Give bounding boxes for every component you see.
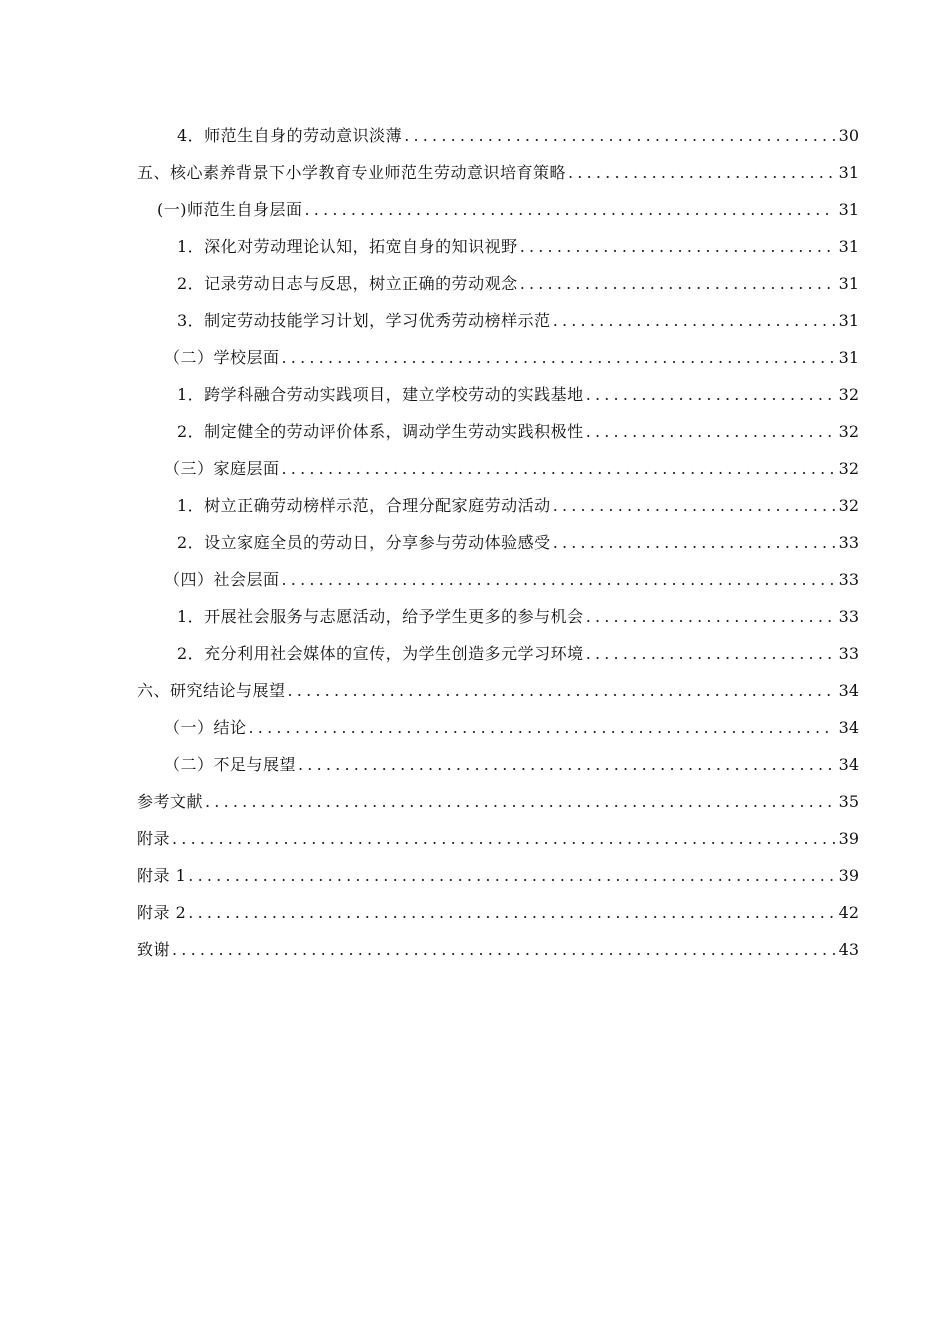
- toc-entry-page: 31: [838, 348, 859, 367]
- toc-dot-leader: [520, 265, 835, 302]
- toc-dot-leader: [553, 487, 835, 524]
- toc-entry[interactable]: [137, 894, 859, 931]
- toc-entry[interactable]: [137, 783, 859, 820]
- toc-entry-title: 1．跨学科融合劳动实践项目，建立学校劳动的实践基地: [177, 385, 584, 404]
- toc-dot-leader: [288, 672, 835, 709]
- toc-entry-page: 31: [838, 200, 859, 219]
- toc-entry-title: （二）学校层面: [164, 348, 280, 367]
- toc-entry-page: 39: [838, 866, 859, 885]
- toc-dot-leader: [404, 117, 835, 154]
- toc-entry-title: 六、研究结论与展望: [137, 681, 286, 700]
- toc-entry[interactable]: [137, 820, 859, 857]
- table-of-contents: [137, 117, 859, 968]
- toc-entry-page: 33: [838, 570, 859, 589]
- toc-entry[interactable]: [137, 265, 859, 302]
- toc-entry-page: 34: [838, 755, 859, 774]
- toc-entry-title: 1．树立正确劳动榜样示范，合理分配家庭劳动活动: [177, 496, 551, 515]
- toc-dot-leader: [586, 598, 835, 635]
- toc-dot-leader: [553, 524, 835, 561]
- toc-entry-title: (一)师范生自身层面: [157, 200, 303, 219]
- toc-dot-leader: [282, 450, 835, 487]
- toc-dot-leader: [282, 561, 835, 598]
- toc-entry[interactable]: [137, 413, 859, 450]
- toc-entry-page: 33: [838, 644, 859, 663]
- toc-entry-title: （二）不足与展望: [164, 755, 297, 774]
- toc-entry-title: 2．充分利用社会媒体的宣传，为学生创造多元学习环境: [177, 644, 584, 663]
- toc-entry-page: 33: [838, 533, 859, 552]
- toc-dot-leader: [305, 191, 836, 228]
- toc-dot-leader: [188, 894, 835, 931]
- toc-entry-title: 2．制定健全的劳动评价体系，调动学生劳动实践积极性: [177, 422, 584, 441]
- toc-entry-page: 39: [838, 829, 859, 848]
- toc-entry-title: 4．师范生自身的劳动意识淡薄: [177, 126, 403, 145]
- toc-entry[interactable]: [137, 117, 859, 154]
- toc-entry-page: 32: [838, 459, 859, 478]
- toc-entry-page: 31: [838, 311, 859, 330]
- toc-entry-title: 1．深化对劳动理论认知，拓宽自身的知识视野: [177, 237, 518, 256]
- toc-entry-page: 42: [838, 903, 859, 922]
- toc-dot-leader: [172, 820, 835, 857]
- toc-dot-leader: [568, 154, 835, 191]
- toc-dot-leader: [188, 857, 835, 894]
- toc-entry[interactable]: [137, 709, 859, 746]
- toc-entry-title: 参考文献: [137, 792, 204, 811]
- toc-dot-leader: [172, 931, 835, 968]
- toc-entry-title: 1．开展社会服务与志愿活动，给予学生更多的参与机会: [177, 607, 584, 626]
- toc-entry-title: 附录: [137, 829, 171, 848]
- toc-entry-page: 34: [838, 681, 859, 700]
- toc-entry-title: 附录 2: [137, 903, 187, 922]
- toc-entry[interactable]: [137, 302, 859, 339]
- toc-dot-leader: [282, 339, 835, 376]
- toc-entry-title: 附录 1: [137, 866, 187, 885]
- toc-dot-leader: [298, 746, 835, 783]
- toc-entry[interactable]: [137, 154, 859, 191]
- toc-dot-leader: [520, 228, 835, 265]
- toc-entry[interactable]: [137, 598, 859, 635]
- toc-entry[interactable]: [137, 450, 859, 487]
- toc-dot-leader: [586, 376, 835, 413]
- toc-entry-page: 32: [838, 422, 859, 441]
- toc-entry-title: 2．设立家庭全员的劳动日，分享参与劳动体验感受: [177, 533, 551, 552]
- toc-entry[interactable]: [137, 561, 859, 598]
- toc-entry-page: 35: [838, 792, 859, 811]
- toc-entry-page: 33: [838, 607, 859, 626]
- toc-entry[interactable]: [137, 228, 859, 265]
- toc-entry-title: 3．制定劳动技能学习计划，学习优秀劳动榜样示范: [177, 311, 551, 330]
- toc-dot-leader: [249, 709, 835, 746]
- toc-dot-leader: [586, 635, 835, 672]
- toc-entry[interactable]: [137, 339, 859, 376]
- toc-entry-title: 2．记录劳动日志与反思，树立正确的劳动观念: [177, 274, 518, 293]
- toc-entry-page: 31: [838, 274, 859, 293]
- toc-entry-page: 32: [838, 385, 859, 404]
- toc-entry-page: 34: [838, 718, 859, 737]
- toc-entry[interactable]: [137, 857, 859, 894]
- toc-entry-title: （三）家庭层面: [164, 459, 280, 478]
- toc-entry[interactable]: [137, 487, 859, 524]
- toc-entry[interactable]: [137, 524, 859, 561]
- toc-entry-page: 43: [838, 940, 859, 959]
- toc-entry-title: （四）社会层面: [164, 570, 280, 589]
- toc-entry-page: 31: [838, 237, 859, 256]
- toc-dot-leader: [586, 413, 835, 450]
- toc-entry[interactable]: [137, 672, 859, 709]
- toc-dot-leader: [553, 302, 835, 339]
- toc-entry[interactable]: [137, 191, 859, 228]
- toc-entry[interactable]: [137, 635, 859, 672]
- toc-entry[interactable]: [137, 931, 859, 968]
- toc-entry[interactable]: [137, 746, 859, 783]
- toc-dot-leader: [205, 783, 835, 820]
- toc-entry[interactable]: [137, 376, 859, 413]
- toc-entry-page: 32: [838, 496, 859, 515]
- toc-entry-page: 30: [838, 126, 859, 145]
- toc-entry-title: （一）结论: [164, 718, 247, 737]
- toc-entry-page: 31: [838, 163, 859, 182]
- toc-entry-title: 五、核心素养背景下小学教育专业师范生劳动意识培育策略: [137, 163, 567, 182]
- toc-entry-title: 致谢: [137, 940, 171, 959]
